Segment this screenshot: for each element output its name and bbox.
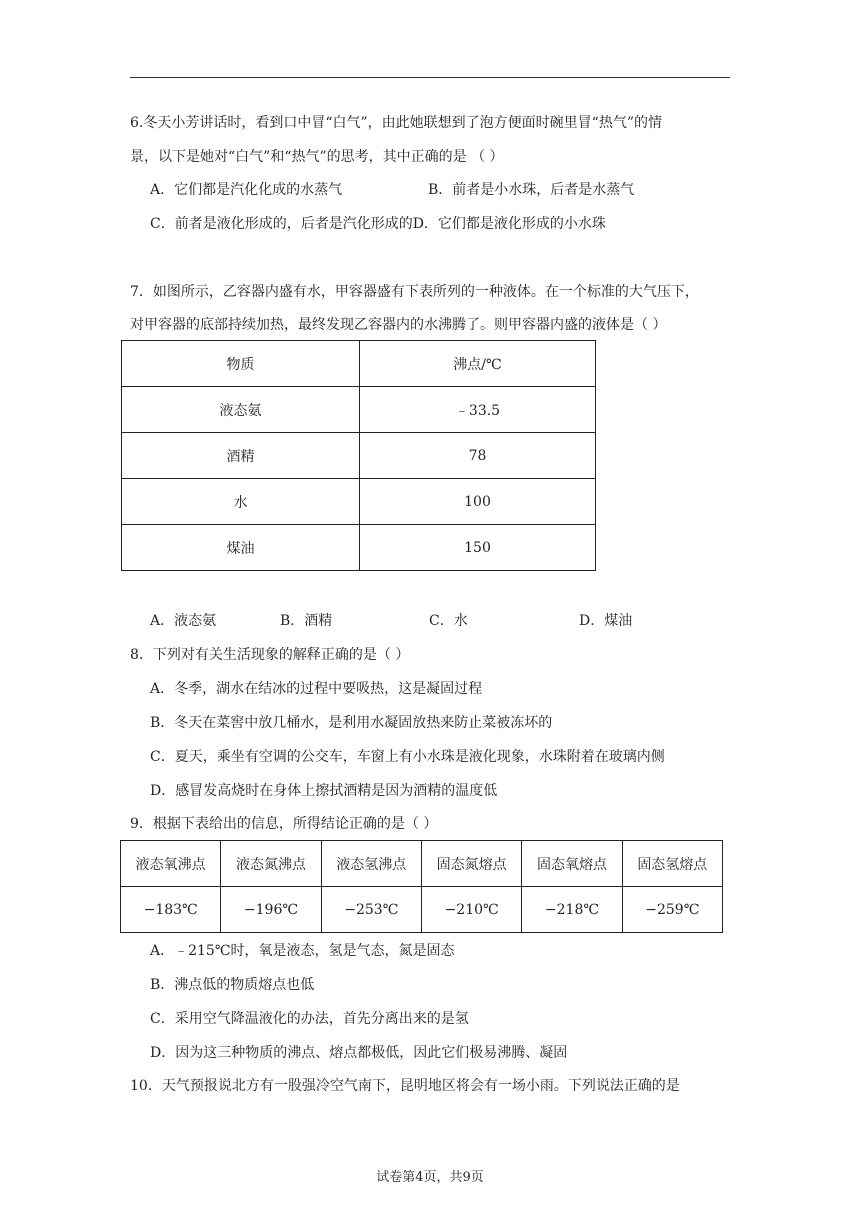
q9-option-d: D．因为这三种物质的沸点、熔点都极低，因此它们极易沸腾、凝固 [150,1045,568,1061]
table-header-cell: 沸点/℃ [360,341,596,387]
q8-option-c: C．夏天，乘坐有空调的公交车，车窗上有小水珠是液化现象，水珠附着在玻璃内侧 [150,749,665,765]
table-header-cell: 固态氮熔点 [421,841,521,887]
table-cell: −259℃ [622,887,722,933]
table-header-cell: 固态氢熔点 [622,841,722,887]
table-header-cell: 液态氧沸点 [121,841,221,887]
table-cell: 水 [122,479,360,525]
table-cell: 液态氨 [122,387,360,433]
q8-option-a: A．冬季，湖水在结冰的过程中要吸热，这是凝固过程 [150,681,483,697]
q7-stem-line2: 对甲容器的底部持续加热，最终发现乙容器内的水沸腾了。则甲容器内盛的液体是（ ） [130,317,667,333]
table-cell: −183℃ [121,887,221,933]
table-header-row [122,341,596,387]
q6-option-b: B．前者是小水珠，后者是水蒸气 [428,182,635,198]
q8-option-b: B．冬天在菜窖中放几桶水，是利用水凝固放热来防止菜被冻坏的 [150,715,553,731]
q7-option-d: D．煤油 [579,613,633,629]
q7-option-a: A．液态氨 [150,613,217,629]
melting-boiling-table [120,840,723,933]
table-header-cell: 固态氧熔点 [522,841,622,887]
q8-option-d: D．感冒发高烧时在身体上擦拭酒精是因为酒精的温度低 [150,783,498,799]
table-cell: −253℃ [321,887,421,933]
table-cell: 78 [360,433,596,479]
table-row [122,479,596,525]
q9-stem: 9．根据下表给出的信息，所得结论正确的是（ ） [130,816,438,832]
q7-option-b: B．酒精 [280,613,333,629]
q9-option-a: A．﹣215℃时，氧是液态，氢是气态，氮是固态 [150,943,455,959]
table-row [121,887,723,933]
table-header-row [121,841,723,887]
table-cell: −196℃ [221,887,321,933]
table-cell: −218℃ [522,887,622,933]
table-row [122,433,596,479]
q9-option-b: B．沸点低的物质熔点也低 [150,977,315,993]
table-cell: 煤油 [122,525,360,571]
table-header-cell: 液态氢沸点 [321,841,421,887]
table-cell: 100 [360,479,596,525]
table-cell: −210℃ [421,887,521,933]
q9-option-c: C．采用空气降温液化的办法，首先分离出来的是氢 [150,1011,469,1027]
table-header-cell: 液态氮沸点 [221,841,321,887]
q10-stem: 10．天气预报说北方有一股强冷空气南下，昆明地区将会有一场小雨。下列说法正确的是 [130,1078,680,1094]
table-cell: 150 [360,525,596,571]
header-rule [130,77,730,78]
table-cell: 酒精 [122,433,360,479]
q6-option-a: A．它们都是汽化化成的水蒸气 [150,182,343,198]
table-cell: ﹣33.5 [360,387,596,433]
table-row [122,387,596,433]
boiling-point-table [121,340,596,571]
q6-stem-line2: 景，以下是她对“白气”和“热气”的思考，其中正确的是 （ ） [130,149,504,165]
page-footer: 试卷第4页，共9页 [376,1170,484,1185]
q6-option-c-d: C．前者是液化形成的，后者是汽化形成的D．它们都是液化形成的小水珠 [150,216,606,232]
q7-option-c: C．水 [429,613,468,629]
table-row [122,525,596,571]
table-header-cell: 物质 [122,341,360,387]
q6-stem-line1: 6.冬天小芳讲话时，看到口中冒“白气”，由此她联想到了泡方便面时碗里冒“热气”的情 [130,115,662,131]
q7-stem-line1: 7．如图所示，乙容器内盛有水，甲容器盛有下表所列的一种液体。在一个标准的大气压下， [130,284,699,300]
q8-stem: 8．下列对有关生活现象的解释正确的是（ ） [130,647,410,663]
